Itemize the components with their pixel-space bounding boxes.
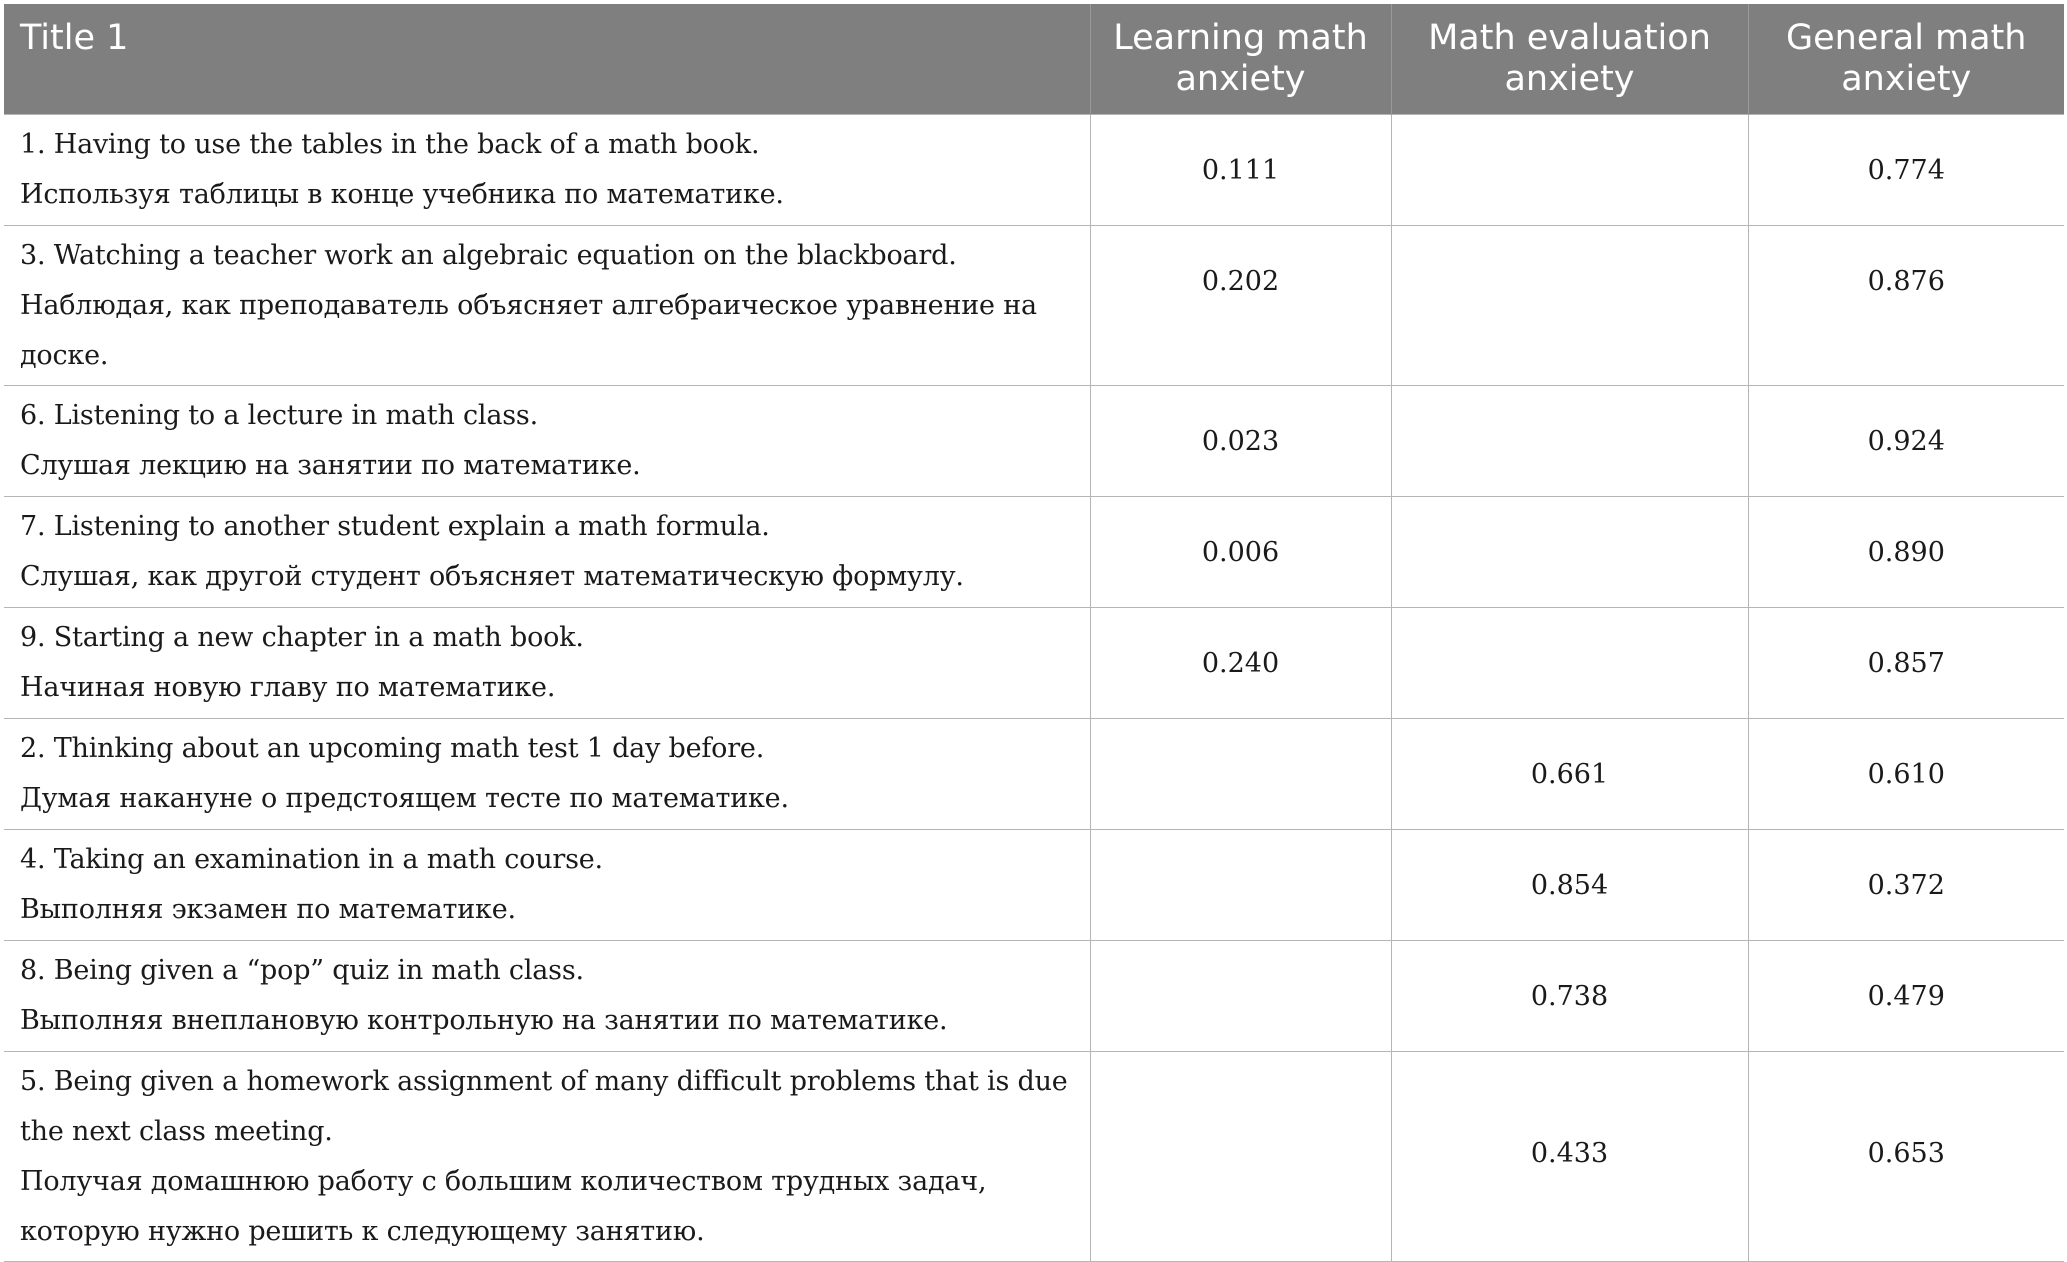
general-value: 0.610 bbox=[1748, 718, 2064, 829]
item-russian: Слушая лекцию на занятии по математике. bbox=[20, 449, 641, 481]
item-english: 5. Being given a homework assignment of many difficult problems that is due the next class meeting. bbox=[20, 1065, 1068, 1147]
evaluation-value: 0.738 bbox=[1391, 940, 1748, 1051]
item-russian: Выполняя внеплановую контрольную на занятии по математике. bbox=[20, 1004, 948, 1036]
item-russian: Используя таблицы в конце учебника по математике. bbox=[20, 178, 784, 210]
learning-value bbox=[1090, 718, 1391, 829]
general-value: 0.857 bbox=[1748, 607, 2064, 718]
evaluation-value bbox=[1391, 607, 1748, 718]
table-row bbox=[4, 829, 2064, 940]
table-row bbox=[4, 607, 2064, 718]
item-cell bbox=[4, 1051, 1090, 1261]
general-value: 0.653 bbox=[1748, 1051, 2064, 1261]
header-row bbox=[4, 4, 2064, 114]
item-russian: Получая домашнюю работу с большим количеством трудных задач, которую нужно решить к следующему занятию. bbox=[20, 1165, 987, 1247]
item-cell bbox=[4, 829, 1090, 940]
learning-value: 0.023 bbox=[1090, 385, 1391, 496]
learning-value bbox=[1090, 1051, 1391, 1261]
learning-value: 0.111 bbox=[1090, 114, 1391, 225]
table-row bbox=[4, 385, 2064, 496]
evaluation-value bbox=[1391, 385, 1748, 496]
item-cell bbox=[4, 607, 1090, 718]
header-learning-math-anxiety: Learning math anxiety bbox=[1090, 4, 1391, 114]
item-cell bbox=[4, 225, 1090, 385]
general-value: 0.876 bbox=[1748, 225, 2064, 385]
evaluation-value: 0.433 bbox=[1391, 1051, 1748, 1261]
item-english: 8. Being given a “pop” quiz in math class. bbox=[20, 954, 584, 986]
evaluation-value: 0.661 bbox=[1391, 718, 1748, 829]
general-value: 0.924 bbox=[1748, 385, 2064, 496]
item-cell bbox=[4, 496, 1090, 607]
evaluation-value: 0.854 bbox=[1391, 829, 1748, 940]
evaluation-value bbox=[1391, 114, 1748, 225]
item-english: 3. Watching a teacher work an algebraic equation on the blackboard. bbox=[20, 239, 957, 271]
general-value: 0.372 bbox=[1748, 829, 2064, 940]
evaluation-value bbox=[1391, 225, 1748, 385]
table-row bbox=[4, 940, 2064, 1051]
learning-value bbox=[1090, 829, 1391, 940]
table-row bbox=[4, 114, 2064, 225]
table-row bbox=[4, 1051, 2064, 1261]
learning-value: 0.202 bbox=[1090, 225, 1391, 385]
evaluation-value bbox=[1391, 496, 1748, 607]
table-body bbox=[4, 114, 2064, 1261]
item-russian: Выполняя экзамен по математике. bbox=[20, 893, 516, 925]
item-english: 9. Starting a new chapter in a math book. bbox=[20, 621, 584, 653]
learning-value: 0.240 bbox=[1090, 607, 1391, 718]
table-header bbox=[4, 4, 2064, 114]
factor-loadings-table bbox=[4, 4, 2064, 1262]
learning-value: 0.006 bbox=[1090, 496, 1391, 607]
header-title: Title 1 bbox=[4, 4, 1090, 114]
item-cell bbox=[4, 718, 1090, 829]
header-general-math-anxiety: General math anxiety bbox=[1748, 4, 2064, 114]
item-russian: Слушая, как другой студент объясняет математическую формулу. bbox=[20, 560, 964, 592]
item-russian: Начиная новую главу по математике. bbox=[20, 671, 556, 703]
table-row bbox=[4, 496, 2064, 607]
item-english: 2. Thinking about an upcoming math test 1 day before. bbox=[20, 732, 765, 764]
item-cell bbox=[4, 940, 1090, 1051]
table-row bbox=[4, 225, 2064, 385]
item-russian: Наблюдая, как преподаватель объясняет алгебраическое уравнение на доске. bbox=[20, 289, 1037, 371]
item-english: 4. Taking an examination in a math course. bbox=[20, 843, 603, 875]
item-english: 6. Listening to a lecture in math class. bbox=[20, 399, 538, 431]
table-row bbox=[4, 718, 2064, 829]
general-value: 0.774 bbox=[1748, 114, 2064, 225]
general-value: 0.890 bbox=[1748, 496, 2064, 607]
general-value: 0.479 bbox=[1748, 940, 2064, 1051]
item-english: 1. Having to use the tables in the back of a math book. bbox=[20, 128, 760, 160]
item-english: 7. Listening to another student explain a math formula. bbox=[20, 510, 770, 542]
learning-value bbox=[1090, 940, 1391, 1051]
item-russian: Думая накануне о предстоящем тесте по математике. bbox=[20, 782, 789, 814]
item-cell bbox=[4, 114, 1090, 225]
item-cell bbox=[4, 385, 1090, 496]
header-math-evaluation-anxiety: Math evaluation anxiety bbox=[1391, 4, 1748, 114]
